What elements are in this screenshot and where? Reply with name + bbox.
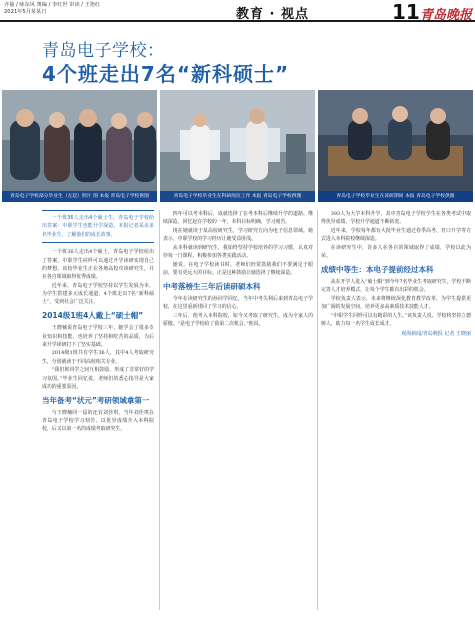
col3-para-1: 393人为大学本科升学，其中青岛电子学校学生在各类考试中取得优异成绩，学校升学通道不断拓宽。 <box>321 211 471 226</box>
photo-3-image <box>318 90 473 202</box>
photo-1-image <box>2 90 157 202</box>
article-column-3 <box>321 210 471 615</box>
photo-2 <box>160 90 315 202</box>
article-column-1 <box>42 210 154 615</box>
column-divider-1 <box>159 210 160 610</box>
col2b-para-1: 今年在读研究生的孙同学回忆，当年中考失利后来到青岛电子学校，在这里重新找回了学习的信心。 <box>163 296 313 311</box>
col1c-para-1: 与王晓楠同一届的还有刘佳琪，当年刘佳琪在青岛电子学校学习刻苦，以优异成绩升入本科院校，后又以第一名的成绩考取研究生。 <box>42 409 154 433</box>
photo-2-caption: 青岛电子学校毕业生在科研岗位工作 本报 青岛电子学校供图 <box>160 191 315 202</box>
col3b-para-2: 学校负责人表示，未来将继续深化教育教学改革，为学生提供更加广阔的发展空间，培养更多高素质技术技能人才。 <box>321 296 471 311</box>
col2-para-1: 四年可以考本科后，成就选择了在考本科后继续升学的道路，继续深造。回忆起在学校的一年，本科目标明确，学习刻苦。 <box>163 211 313 226</box>
subhead-average-student: 成绩中等生：本电子提前经过本科 <box>321 265 434 275</box>
subhead-top-scorer: 当年备考“状元”考研领域拿第一 <box>42 395 150 405</box>
col2-para-2: 现在她就读于某高校研究生，学习研究方向为电子信息领域。她表示，中职学校的学习经历让她受益匪浅。 <box>163 227 313 243</box>
masthead-page-number: 11 <box>392 0 420 24</box>
subhead-class-2014: 2014级1班4人戴上“硕士帽” <box>42 311 144 321</box>
subhead-exam-failure: 中考落榜生三年后读研硕本科 <box>163 282 261 292</box>
photo-2-image <box>160 90 315 202</box>
article-lead: 一个班36人走出4个硕士生，青岛电子学校给出答案：中职学生也能升学深造。本报记者采访多名毕业生，了解他们的成长故事。 <box>42 215 154 238</box>
masthead-editors-line-1: 齐抽 / 咏东风 奥编 / 李红世 审读 / 王艳红 <box>4 2 101 8</box>
col1b-para-1: 王晓楠说青岛电子学校三年，她学会了很多专业知识和技能，也培养了坚持和吃苦的品质，为后来升学读研打下了坚实基础。 <box>42 325 154 348</box>
col2b-para-2: 三年后，他考入本科院校，如今又考取了研究生，成为全家人的骄傲。“是电子学校给了我第二次机会。”他说。 <box>163 313 313 328</box>
col1-para-2: 近年来，青岛电子学校坚持以学生发展为本，为学生搭建多元成长通道，4个班走出7名“新科硕士”，受到社会广泛关注。 <box>42 282 154 306</box>
masthead-editors <box>4 2 144 16</box>
col3-para-2: 近年来，学校每年都有大批毕业生通过春季高考、对口升学等方式进入本科院校继续深造。 <box>321 227 471 243</box>
photo-row <box>2 90 473 202</box>
photo-1 <box>2 90 157 202</box>
article-byline: 观海新闻/青岛晚报 记者 王晓丽 <box>401 331 471 338</box>
col3b-para-3: “中职学生同样可以有精彩的人生。”该负责人说，学校将坚持立德树人，助力每一名学生成长成才。 <box>321 313 471 328</box>
col2-para-4: 她说，在电子学校读书时，老师们经常鼓励我们不要满足于眼前，要有更远大的目标。正是这种鼓励让她选择了继续深造。 <box>163 261 313 276</box>
col2-para-3: 从本科就读到研究生，我始终坚持学校培养的学习习惯，认真对待每一门课程，积极参加各类实践活动。 <box>163 244 313 260</box>
article-lead-box <box>42 210 154 243</box>
col1b-para-2: 2014级1班共有学生36人，其中4人考取研究生，分别就读于不同高校相关专业。 <box>42 350 154 365</box>
col3b-para-1: 从在开学人进入“硕士帽”到今年7名毕业生考取研究生，学校不断完善人才培养模式，让每个学生都有出彩的机会。 <box>321 279 471 294</box>
col1-para-1: 一个班36人走出4个硕士，青岛电子学校给出了答案，中职学生同样可以通过升学读研实现自己的梦想。该校毕业生正在各地高校攻读研究生，并在各自领域取得优秀成绩。 <box>42 249 154 280</box>
masthead-section: 教育 · 视点 <box>236 7 309 22</box>
column-divider-2 <box>317 210 318 610</box>
masthead-paper-logo: 青岛晚报 <box>420 8 473 23</box>
photo-1-caption: 青岛电子学校部分毕业生（左起）照片 图 本报 青岛电子学校供图 <box>2 191 157 202</box>
masthead-editors-line-2: 2021年5月某某日 <box>4 9 47 15</box>
col3-para-3: 在读研究生中，许多人在各自的领域取得了成绩，学校以此为荣。 <box>321 244 471 260</box>
article-headline: 4个班走出7名“新科硕士” <box>42 62 290 86</box>
page-masthead <box>0 0 475 22</box>
photo-3-caption: 青岛电子学校毕业生在读研期间 本报 青岛电子学校供图 <box>318 191 473 202</box>
col1b-para-3: “我们班同学之间互相鼓励，形成了非常好的学习氛围。”毕业生回忆说，老师们的悉心指导是大家成功的重要原因。 <box>42 367 154 390</box>
article-kicker: 青岛电子学校： <box>42 41 165 61</box>
photo-3 <box>318 90 473 202</box>
article-column-2 <box>163 210 313 615</box>
